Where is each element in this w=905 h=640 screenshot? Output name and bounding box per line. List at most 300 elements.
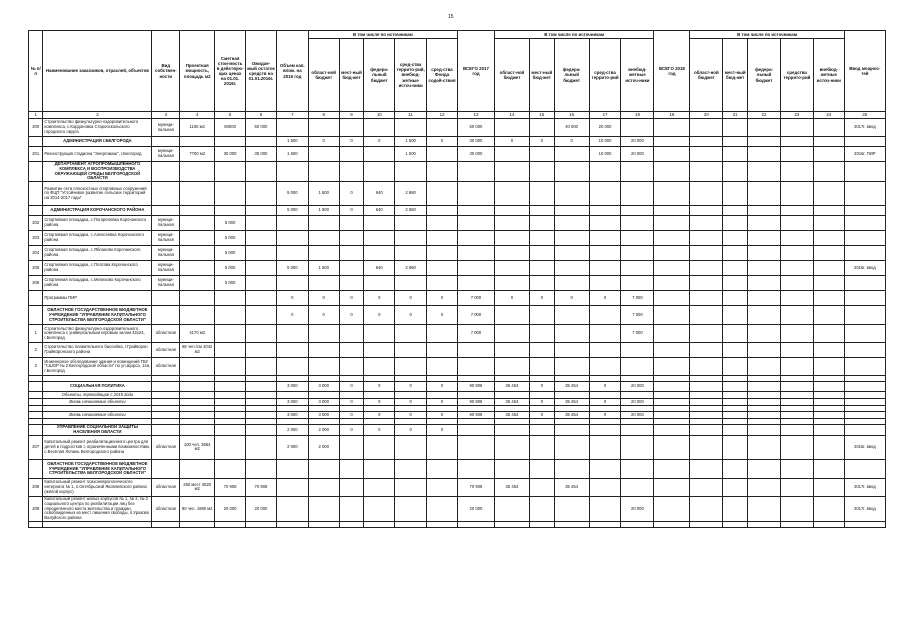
table-cell: [554, 435, 589, 459]
table-cell: [364, 216, 395, 231]
table-cell: 202: [29, 216, 43, 231]
table-cell: [723, 291, 748, 306]
table-cell: 3 000: [308, 382, 339, 392]
table-cell: [529, 162, 554, 182]
table-cell: [780, 206, 813, 216]
table-cell: 3 000: [308, 399, 339, 406]
table-cell: [152, 382, 180, 392]
col-header-4: Проектная мощность, площадь м2: [180, 31, 215, 112]
table-cell: [589, 162, 621, 182]
table-cell: [690, 522, 723, 528]
table-cell: [457, 216, 494, 231]
table-cell: 7 000: [457, 306, 494, 325]
table-cell: [276, 119, 308, 137]
table-cell: 0: [395, 382, 427, 392]
table-row: [29, 358, 886, 376]
table-cell: [427, 435, 458, 459]
table-cell: [494, 435, 529, 459]
table-cell: 7700 м2: [180, 147, 215, 162]
col-header-24: внебюд-жетные источ-ники: [813, 39, 844, 112]
table-cell: 20 000: [589, 119, 621, 137]
table-cell: областная: [152, 358, 180, 376]
col-header-3: Вид собствен-ности: [152, 31, 180, 112]
table-cell: [427, 522, 458, 528]
table-body: [29, 112, 886, 528]
table-cell: [427, 231, 458, 246]
table-cell: [457, 276, 494, 291]
table-cell: [654, 216, 690, 231]
table-cell: [589, 522, 621, 528]
table-cell: [748, 119, 781, 137]
table-cell: 10 000: [589, 137, 621, 147]
section-row: [29, 459, 886, 478]
table-cell: [215, 412, 246, 419]
section-row: [29, 306, 886, 325]
table-cell: 35 454: [554, 382, 589, 392]
table-cell: [621, 231, 654, 246]
table-row: [29, 216, 886, 231]
table-cell: [339, 522, 364, 528]
table-cell: [457, 343, 494, 358]
table-cell: [180, 206, 215, 216]
table-cell: [529, 261, 554, 276]
table-cell: [29, 412, 43, 419]
table-cell: [654, 412, 690, 419]
table-cell: [748, 435, 781, 459]
table-cell: [180, 306, 215, 325]
table-cell: [723, 382, 748, 392]
col-header-13: ВСЕГО 2017 год: [457, 31, 494, 112]
table-cell: [813, 522, 844, 528]
table-cell: [813, 231, 844, 246]
table-cell: [844, 325, 885, 343]
table-cell: [690, 162, 723, 182]
table-cell: [215, 306, 246, 325]
table-cell: [276, 392, 308, 399]
table-cell: 0: [364, 291, 395, 306]
table-cell: 2 000: [276, 435, 308, 459]
table-cell: [748, 246, 781, 261]
table-cell: [589, 358, 621, 376]
table-cell: [723, 325, 748, 343]
row-name-cell: Строительство физкультурно-оздоровительного комплекса, с.Кордоновка Старооскольского городского округа: [43, 119, 152, 137]
table-cell: [395, 435, 427, 459]
table-cell: [494, 306, 529, 325]
table-cell: [654, 206, 690, 216]
table-cell: [339, 276, 364, 291]
row-name-cell: Вновь начинаемые объекты: [43, 412, 152, 419]
table-cell: [748, 182, 781, 206]
column-number: 18: [621, 112, 654, 119]
table-cell: 201: [29, 147, 43, 162]
table-cell: [427, 478, 458, 496]
table-cell: [844, 206, 885, 216]
table-cell: [780, 137, 813, 147]
table-cell: [180, 261, 215, 276]
table-row: [29, 291, 886, 306]
table-cell: [29, 137, 43, 147]
table-cell: [215, 425, 246, 436]
table-cell: [813, 325, 844, 343]
table-cell: 3 000: [276, 399, 308, 406]
table-cell: [621, 425, 654, 436]
table-cell: [529, 246, 554, 261]
table-cell: [723, 306, 748, 325]
table-cell: 1 500: [308, 261, 339, 276]
table-cell: 1 500: [276, 147, 308, 162]
table-cell: [589, 343, 621, 358]
table-cell: [180, 522, 215, 528]
table-cell: [654, 147, 690, 162]
page-number: 15: [448, 14, 454, 20]
table-cell: [276, 246, 308, 261]
table-cell: [748, 343, 781, 358]
table-cell: [844, 412, 885, 419]
table-cell: [723, 496, 748, 521]
row-name-cell: ОБЛАСТНОЕ ГОСУДАРСТВЕННОЕ БЮДЖЕТНОЕ УЧРЕЖДЕНИЕ "УПРАВЛЕНИЕ КАПИТАЛЬНОГО СТРОИТЕЛЬСТВА БЕЛГОРОДСКОЙ ОБЛАСТИ": [43, 459, 152, 478]
table-cell: 5 000: [215, 231, 246, 246]
table-cell: 5 000: [276, 206, 308, 216]
table-cell: [723, 162, 748, 182]
table-cell: 5 000: [215, 216, 246, 231]
table-cell: [654, 182, 690, 206]
table-cell: [813, 119, 844, 137]
table-cell: [29, 206, 43, 216]
table-cell: 1: [29, 325, 43, 343]
table-cell: [494, 182, 529, 206]
table-cell: [813, 382, 844, 392]
table-cell: [780, 358, 813, 376]
table-cell: [276, 522, 308, 528]
table-cell: [152, 459, 180, 478]
table-cell: [554, 496, 589, 521]
table-cell: 5 000: [215, 246, 246, 261]
table-cell: [554, 276, 589, 291]
row-name-cell: [43, 522, 152, 528]
row-name-cell: Реконструкция стадиона "Энергомаш", г.Белгород: [43, 147, 152, 162]
table-cell: [780, 382, 813, 392]
table-cell: [780, 216, 813, 231]
table-cell: [427, 119, 458, 137]
col-header-20: област-ной бюджет: [690, 39, 723, 112]
column-number: 8: [308, 112, 339, 119]
table-cell: [690, 435, 723, 459]
table-cell: областная: [152, 325, 180, 343]
group-header-2017: В том числе по источникам: [494, 31, 653, 39]
table-cell: 5 000: [215, 261, 246, 276]
table-cell: [246, 306, 277, 325]
table-cell: [427, 206, 458, 216]
table-cell: [246, 182, 277, 206]
table-cell: [364, 478, 395, 496]
table-row: [29, 343, 886, 358]
table-cell: [621, 162, 654, 182]
table-cell: 0: [589, 412, 621, 419]
table-cell: [813, 216, 844, 231]
table-cell: [844, 246, 885, 261]
row-name-cell: Развитие сети плоскостных спортивных сооружений по ФЦП "Устойчивое развитие сельских территорий на 2014-2017 годы": [43, 182, 152, 206]
table-cell: [364, 162, 395, 182]
table-cell: 0: [395, 399, 427, 406]
table-cell: [427, 147, 458, 162]
column-number: 20: [690, 112, 723, 119]
table-cell: [395, 522, 427, 528]
table-cell: [780, 306, 813, 325]
table-cell: [748, 206, 781, 216]
col-header-19: ВСЕГО 2018 год: [654, 31, 690, 112]
table-cell: [723, 425, 748, 436]
table-cell: [529, 306, 554, 325]
row-name-cell: Спортивная площадка, с.Ябланово Корочанского района: [43, 246, 152, 261]
table-cell: [364, 343, 395, 358]
table-cell: 2 860: [395, 182, 427, 206]
table-cell: [152, 182, 180, 206]
table-cell: [690, 137, 723, 147]
table-cell: [364, 325, 395, 343]
table-cell: [308, 459, 339, 478]
table-cell: [427, 325, 458, 343]
col-header-16: федера-льный бюджет: [554, 39, 589, 112]
table-cell: 0: [494, 137, 529, 147]
table-cell: [748, 231, 781, 246]
table-cell: [589, 478, 621, 496]
table-cell: 5 000: [276, 261, 308, 276]
table-cell: [152, 306, 180, 325]
table-cell: [494, 261, 529, 276]
column-number: 10: [364, 112, 395, 119]
row-name-cell: Капитальный ремонт жилых корпусов № 1, № 2, № 3 социального центра по реабилитации лиц без определенного места жительства и граждан, освобожденных из мест лишения свободы, п.Уразово Валуйского района: [43, 496, 152, 521]
table-cell: [457, 162, 494, 182]
table-cell: 206: [29, 276, 43, 291]
table-cell: [690, 276, 723, 291]
table-cell: 2 000: [308, 435, 339, 459]
table-cell: [180, 459, 215, 478]
column-number: 14: [494, 112, 529, 119]
table-cell: 90 908: [457, 412, 494, 419]
table-cell: [529, 325, 554, 343]
table-cell: 0: [589, 382, 621, 392]
table-cell: [748, 276, 781, 291]
table-cell: [780, 147, 813, 162]
table-cell: [723, 147, 748, 162]
table-cell: 35 454: [494, 399, 529, 406]
table-cell: муници-пальная: [152, 147, 180, 162]
table-cell: [780, 261, 813, 276]
table-cell: [29, 399, 43, 406]
column-number: 13: [457, 112, 494, 119]
table-cell: 0: [339, 291, 364, 306]
table-cell: [457, 231, 494, 246]
col-header-9: мест-ный бюд-жет: [339, 39, 364, 112]
table-cell: [276, 459, 308, 478]
table-cell: 0: [529, 399, 554, 406]
table-cell: [494, 206, 529, 216]
table-cell: 30 000: [215, 147, 246, 162]
table-cell: [654, 478, 690, 496]
table-row: [29, 392, 886, 399]
group-header-2016: В том числе по источникам: [308, 31, 457, 39]
table-cell: [654, 425, 690, 436]
table-cell: [457, 522, 494, 528]
table-cell: [457, 246, 494, 261]
table-cell: [180, 231, 215, 246]
table-cell: 35 454: [494, 412, 529, 419]
column-number: 9: [339, 112, 364, 119]
table-cell: [427, 343, 458, 358]
table-cell: [780, 246, 813, 261]
table-cell: [246, 435, 277, 459]
table-cell: [554, 522, 589, 528]
table-cell: [589, 206, 621, 216]
table-cell: [813, 399, 844, 406]
table-cell: [748, 392, 781, 399]
table-row: [29, 246, 886, 261]
table-cell: [457, 392, 494, 399]
column-number: 7: [276, 112, 308, 119]
table-cell: 68 чел./см 2042 м2: [180, 343, 215, 358]
table-cell: [246, 425, 277, 436]
row-name-cell: Вновь начинаемые объекты: [43, 399, 152, 406]
table-cell: [529, 358, 554, 376]
table-cell: [308, 325, 339, 343]
table-cell: [395, 119, 427, 137]
table-cell: [654, 231, 690, 246]
table-cell: [690, 399, 723, 406]
table-cell: [813, 496, 844, 521]
table-cell: [180, 216, 215, 231]
table-cell: муници-пальная: [152, 276, 180, 291]
table-cell: [246, 137, 277, 147]
table-cell: [813, 137, 844, 147]
table-cell: [748, 412, 781, 419]
table-cell: [723, 182, 748, 206]
table-cell: [554, 246, 589, 261]
table-cell: [529, 206, 554, 216]
table-cell: [152, 412, 180, 419]
table-cell: [690, 206, 723, 216]
table-cell: [554, 231, 589, 246]
table-cell: 35 454: [554, 412, 589, 419]
table-cell: 1 500: [308, 182, 339, 206]
table-cell: [621, 343, 654, 358]
table-cell: 0: [339, 425, 364, 436]
table-cell: [276, 231, 308, 246]
table-cell: 35 454: [554, 399, 589, 406]
table-cell: [813, 478, 844, 496]
table-row: [29, 478, 886, 496]
table-cell: [529, 147, 554, 162]
table-cell: 0: [339, 182, 364, 206]
table-cell: [215, 358, 246, 376]
table-cell: 0: [589, 291, 621, 306]
table-cell: 0: [339, 137, 364, 147]
column-number: 6: [246, 112, 277, 119]
table-cell: 0: [427, 291, 458, 306]
table-cell: [654, 382, 690, 392]
table-cell: [621, 182, 654, 206]
table-cell: [723, 478, 748, 496]
column-number: 15: [529, 112, 554, 119]
column-number: 25: [844, 112, 885, 119]
table-cell: 0: [308, 306, 339, 325]
table-cell: [723, 522, 748, 528]
table-cell: [427, 246, 458, 261]
table-row: [29, 119, 886, 137]
table-cell: [427, 162, 458, 182]
table-cell: [457, 358, 494, 376]
table-cell: [529, 425, 554, 436]
table-cell: 0: [395, 425, 427, 436]
table-cell: [246, 343, 277, 358]
table-cell: [29, 291, 43, 306]
table-cell: [589, 325, 621, 343]
table-cell: 2: [29, 343, 43, 358]
table-cell: 2016г. ввод: [844, 261, 885, 276]
table-cell: [215, 162, 246, 182]
table-cell: [723, 412, 748, 419]
table-cell: 35 454: [494, 382, 529, 392]
table-cell: [554, 358, 589, 376]
table-cell: [308, 522, 339, 528]
table-cell: [690, 325, 723, 343]
table-cell: [748, 162, 781, 182]
table-cell: [276, 478, 308, 496]
column-number: 5: [215, 112, 246, 119]
table-cell: [457, 182, 494, 206]
table-cell: [152, 425, 180, 436]
table-cell: [529, 522, 554, 528]
table-cell: [554, 459, 589, 478]
col-header-12: сред-ства Фонда содей-ствия: [427, 39, 458, 112]
table-cell: 0: [339, 399, 364, 406]
table-cell: [554, 147, 589, 162]
table-cell: 1 500: [276, 137, 308, 147]
table-cell: [215, 392, 246, 399]
table-cell: [457, 435, 494, 459]
col-header-10: федера-льный бюджет: [364, 39, 395, 112]
table-cell: [844, 231, 885, 246]
table-cell: 207: [29, 435, 43, 459]
table-cell: 10 000: [589, 147, 621, 162]
table-cell: 2 000: [276, 425, 308, 436]
table-cell: [494, 459, 529, 478]
table-cell: [427, 358, 458, 376]
table-cell: [654, 343, 690, 358]
table-cell: [723, 276, 748, 291]
table-cell: [246, 382, 277, 392]
table-cell: [654, 399, 690, 406]
table-cell: [494, 496, 529, 521]
table-cell: 0: [427, 306, 458, 325]
table-cell: [748, 306, 781, 325]
table-cell: 640: [364, 182, 395, 206]
table-cell: [554, 216, 589, 231]
table-cell: 60000: [215, 119, 246, 137]
table-row: [29, 276, 886, 291]
table-cell: [339, 216, 364, 231]
table-cell: [276, 358, 308, 376]
table-row: [29, 182, 886, 206]
table-cell: [246, 399, 277, 406]
table-cell: [844, 291, 885, 306]
row-name-cell: Спортивная площадка, с.Погореловка Корочанского района: [43, 216, 152, 231]
table-cell: 20 000: [621, 137, 654, 147]
table-cell: 0: [364, 306, 395, 325]
table-cell: [690, 306, 723, 325]
col-header-21: мест-ный бюд-жет: [723, 39, 748, 112]
table-cell: [780, 478, 813, 496]
table-cell: [554, 306, 589, 325]
